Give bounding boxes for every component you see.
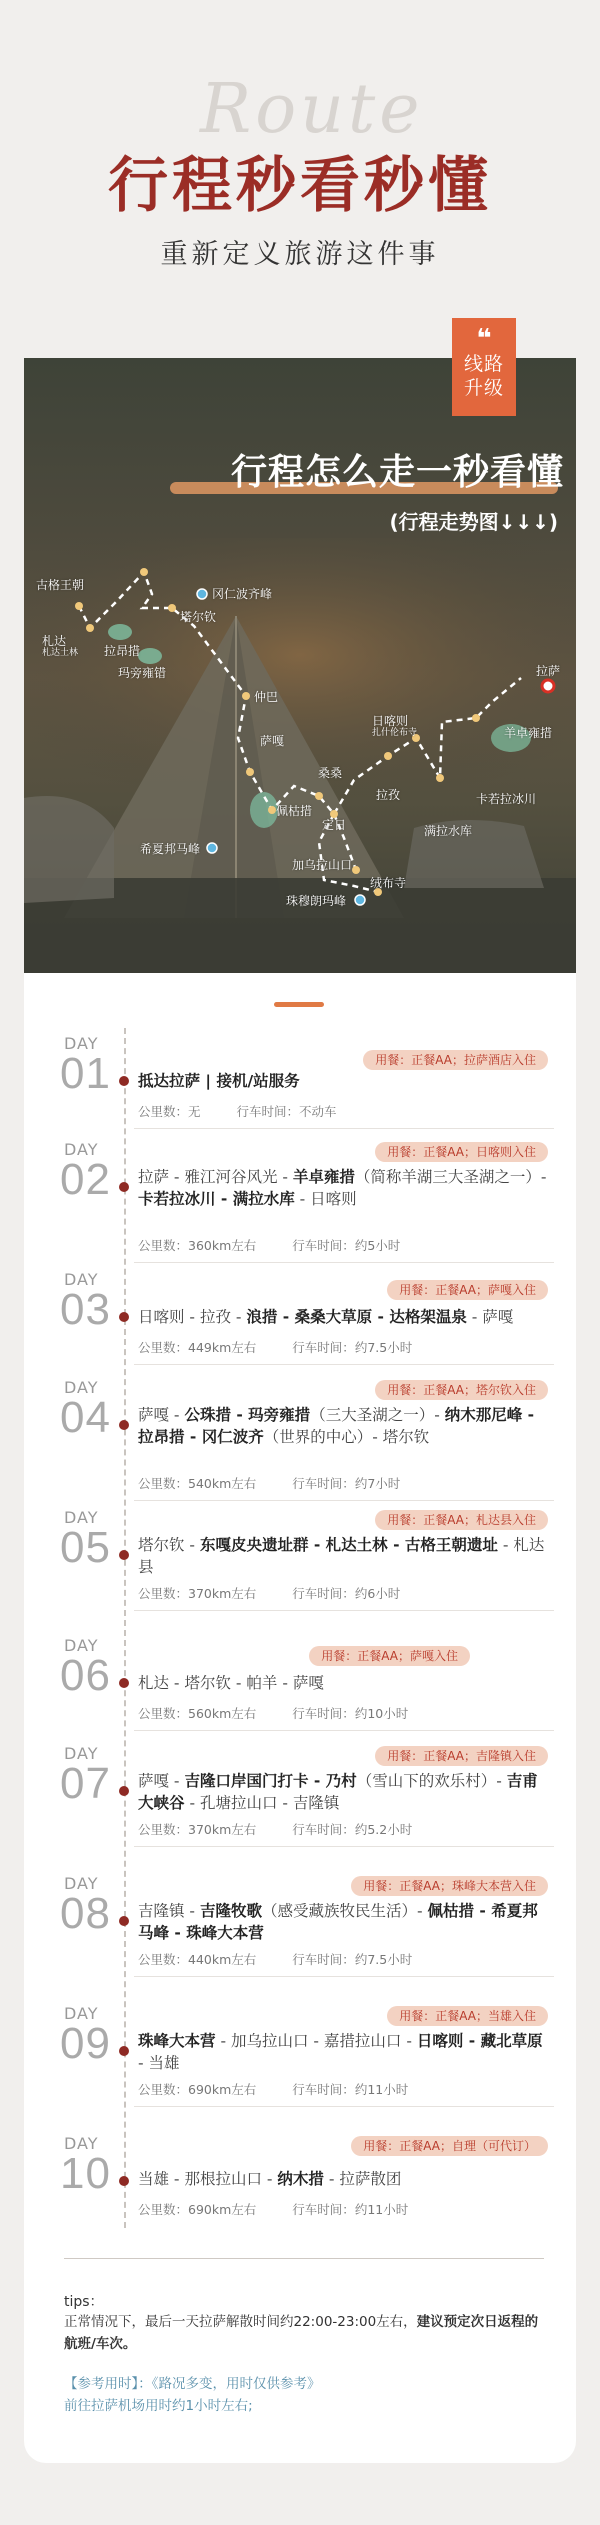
day-route: 珠峰大本营 - 加乌拉山口 - 嘉措拉山口 - 日喀则 - 藏北草原 - 当雄 (138, 2032, 543, 2072)
day-meta: 公里数：449km左右 行车时间：约7.5小时 (138, 1340, 413, 1355)
place-zhufeng: 珠穆朗玛峰 (286, 894, 347, 908)
place-dingri: 定日 (322, 818, 347, 832)
day-tag: 用餐：正餐AA；日喀则入住 (375, 1142, 548, 1162)
page-header (0, 0, 600, 360)
timeline-dot (119, 1550, 129, 1560)
day-meta: 公里数：690km左右 行车时间：约11小时 (138, 2202, 409, 2217)
day-meta: 公里数：560km左右 行车时间：约10小时 (138, 1706, 409, 1721)
timeline-dot (119, 1678, 129, 1688)
place-xixiabangma: 希夏邦马峰 (140, 842, 201, 856)
place-yangzhuo: 羊卓雍措 (504, 726, 553, 740)
day-meta: 公里数：540km左右 行车时间：约7小时 (138, 1476, 401, 1491)
day-route: 札达 - 塔尔钦 - 帕羊 - 萨嘎 (138, 1674, 324, 1692)
place-sangsang: 桑桑 (318, 766, 343, 780)
route-upgrade-badge: ❝ 线路 升级 (452, 318, 516, 416)
reference-time: 【参考用时】：《路况多变，用时仅供参考》 前往拉萨机场用时约1小时左右; (64, 2376, 321, 2414)
timeline-dot (119, 1076, 129, 1086)
timeline-dot (119, 1916, 129, 1926)
day-number: 01 (60, 1049, 111, 1098)
section-divider (274, 1002, 324, 1007)
tips-text: 正常情况下，最后一天拉萨解散时间约22:00-23:00左右，建议预定次日返程的航班/车次。 (64, 2314, 539, 2352)
day-route: 萨嘎 - 吉隆口岸国门打卡 - 乃村（雪山下的欢乐村）- 吉甫大峡谷 - 孔塘拉山口 - 吉隆镇 (138, 1772, 538, 1812)
day-route: 日喀则 - 拉孜 - 浪措 - 桑桑大草原 - 达格架温泉 - 萨嘎 (138, 1308, 514, 1326)
day-tag: 用餐：正餐AA；珠峰大本营入住 (351, 1876, 548, 1896)
day-route: 抵达拉萨 | 接机/站服务 (138, 1072, 300, 1090)
place-zhada: 札达 札达土林 (42, 634, 79, 658)
place-rongbu: 绒布寺 (370, 876, 407, 890)
place-guge: 古格王朝 (36, 578, 85, 592)
timeline-dot (119, 1786, 129, 1796)
timeline-dot (119, 2046, 129, 2056)
day-tag: 用餐：正餐AA；萨嘎入住 (309, 1646, 470, 1666)
place-manla: 满拉水库 (424, 824, 473, 838)
timeline-dot (119, 1420, 129, 1430)
day-tag: 用餐：正餐AA；当雄入住 (387, 2006, 548, 2026)
day-tag: 用餐：正餐AA；拉萨酒店入住 (363, 1050, 548, 1070)
place-jiawula: 加乌拉山口 (292, 858, 353, 872)
page-subtitle: 重新定义旅游这件事 (160, 239, 440, 270)
day-tag: 用餐：正餐AA；塔尔钦入住 (375, 1380, 548, 1400)
map-subtitle: (行程走势图↓↓↓) (389, 510, 558, 534)
place-laang: 拉昂措 (104, 644, 141, 658)
day-meta: 公里数：690km左右 行车时间：约11小时 (138, 2082, 409, 2097)
day-number: 03 (60, 1285, 111, 1334)
tips-section (64, 2258, 544, 2417)
day-tag: 用餐：正餐AA；札达县入住 (375, 1510, 548, 1530)
day-number: 06 (60, 1651, 111, 1700)
day-number: 10 (60, 2149, 111, 2198)
place-lazi: 拉孜 (376, 788, 401, 802)
day-meta: 公里数：无 行车时间：不动车 (138, 1104, 337, 1119)
day-meta: 公里数：370km左右 行车时间：约6小时 (138, 1586, 401, 1601)
place-saga: 萨嘎 (260, 734, 285, 748)
timeline-dot (119, 1182, 129, 1192)
timeline-dot (119, 1312, 129, 1322)
day-meta: 公里数：360km左右 行车时间：约5小时 (138, 1238, 401, 1253)
itinerary-card: ❝ 线路 升级 行程怎么走一秒看懂 (行程走势图↓↓↓) 古格王朝 札达 札达土林 拉昂措 玛旁雍错 冈仁波齐峰 塔尔钦 仲巴 萨嘎 佩枯措 桑桑 定日 加乌拉山口 希夏邦马峰 珠穆朗玛峰 绒布寺 拉孜 日喀则 扎什伦布寺 羊卓雍措 卡若拉冰川 满拉水库 拉萨 DAY 01 用餐：正餐AA；拉萨酒店入住 抵达拉萨 | 接机/站服务 公里数：无 行车时间：不动车 DAY 02 用餐：正餐AA；日喀则入住 拉萨 - 雅江河谷风光 - 羊卓雍措（简称羊湖三大圣湖之一）- 卡若拉冰川 - 满拉水库 - 日喀则 公里数：360km左右 行车时间：约5小时 DAY 03 用餐：正餐AA；萨嘎入住 日喀则 - 拉孜 - 浪措 - 桑桑大草原 - 达格架温泉 - 萨嘎 公里数：449km左右 行车时间：约7.5小时 DAY 04 用餐：正餐AA；塔尔钦入住 萨嘎 - 公珠措 - 玛旁雍措（三大圣湖之一）- 纳木那尼峰 - 拉昂措 - 冈仁波齐（世界的中心）- 塔尔钦 公里数：540km左右 行车时间：约7小时 DAY 05 用餐：正餐AA；札达县入住 塔尔钦 - 东嘎皮央遗址群 - 札达土林 - 古格王朝遗址 - 札达县 公里数：370km左右 行车时间：约6小时 DAY 06 用餐：正餐AA；萨嘎入住 札达 - 塔尔钦 - 帕羊 - 萨嘎 公里数：560km左右 行车时间：约10小时 DAY 07 用餐：正餐AA；吉隆镇入住 萨嘎 - 吉隆口岸国门打卡 - 乃村（雪山下的欢乐村）- 吉甫大峡谷 - 孔塘拉山口 - 吉隆镇 公里数：370km左右 行车时间：约5.2小时 DAY 08 用餐：正餐AA；珠峰大本营入住 吉隆镇 - 吉隆牧歌（感受藏族牧民生活）- 佩枯措 - 希夏邦马峰 - 珠峰大本营 公里数：440km左右 行车时间：约7.5小时 DAY 09 用餐：正餐AA；当雄入住 珠峰大本营 - 加乌拉山口 - 嘉措拉山口 - 日喀则 - 藏北草原 - 当雄 公里数：690km左右 行车时间：约11小时 DAY 10 用餐：正餐AA；自理（可代订） 当雄 - 那根拉山口 - 纳木措 - 拉萨散团 公里数：690km左右 行车时间：约11小时 tips： 正常情况下，最后一天拉萨解散时间约22:00-23:00左右，建议预定次日返程的航班/车次。 【参考用时】：《路况多变，用时仅供参考》 前往拉萨机场用时约1小时左右; (24, 358, 576, 2463)
place-renqing: 冈仁波齐峰 (212, 587, 273, 601)
place-lasa: 拉萨 (536, 664, 561, 678)
quote-icon: ❝ (476, 324, 492, 354)
place-peiku: 佩枯措 (276, 804, 313, 818)
page-title: 行程秒看秒懂 (108, 151, 492, 221)
place-mapang: 玛旁雍错 (118, 666, 167, 680)
map-title: 行程怎么走一秒看懂 (230, 452, 564, 493)
day-meta: 公里数：370km左右 行车时间：约5.2小时 (138, 1822, 413, 1837)
day-tag: 用餐：正餐AA；萨嘎入住 (387, 1280, 548, 1300)
day-tag: 用餐：正餐AA；吉隆镇入住 (375, 1746, 548, 1766)
day-route: 拉萨 - 雅江河谷风光 - 羊卓雍措（简称羊湖三大圣湖之一）- 卡若拉冰川 - 满拉水库 - 日喀则 (138, 1168, 547, 1208)
place-rikaze: 日喀则 扎什伦布寺 (372, 714, 418, 738)
place-taer: 塔尔钦 (180, 610, 217, 624)
day-meta: 公里数：440km左右 行车时间：约7.5小时 (138, 1952, 413, 1967)
place-zhongba: 仲巴 (254, 690, 279, 704)
timeline-dot (119, 2176, 129, 2186)
route-map (24, 324, 576, 973)
day-route: 萨嘎 - 公珠措 - 玛旁雍措（三大圣湖之一）- 纳木那尼峰 - 拉昂措 - 冈仁波齐（世界的中心）- 塔尔钦 (138, 1406, 535, 1446)
day-number: 02 (60, 1155, 111, 1204)
route-script-watermark: Route (200, 70, 424, 149)
day-number: 08 (60, 1889, 111, 1938)
day-number: 04 (60, 1393, 111, 1442)
day-route: 塔尔钦 - 东嘎皮央遗址群 - 札达土林 - 古格王朝遗址 - 札达县 (138, 1536, 545, 1576)
lhasa-marker (542, 680, 554, 692)
day-route: 当雄 - 那根拉山口 - 纳木措 - 拉萨散团 (138, 2170, 402, 2188)
place-kamula: 卡若拉冰川 (476, 792, 537, 806)
day-tag: 用餐：正餐AA；自理（可代订） (351, 2136, 548, 2156)
day-number: 05 (60, 1523, 111, 1572)
day-route: 吉隆镇 - 吉隆牧歌（感受藏族牧民生活）- 佩枯措 - 希夏邦马峰 - 珠峰大本营 (138, 1902, 538, 1942)
tips-label: tips： (64, 2294, 104, 2310)
day-number: 07 (60, 1759, 111, 1808)
day-number: 09 (60, 2019, 111, 2068)
car-left (24, 796, 114, 903)
